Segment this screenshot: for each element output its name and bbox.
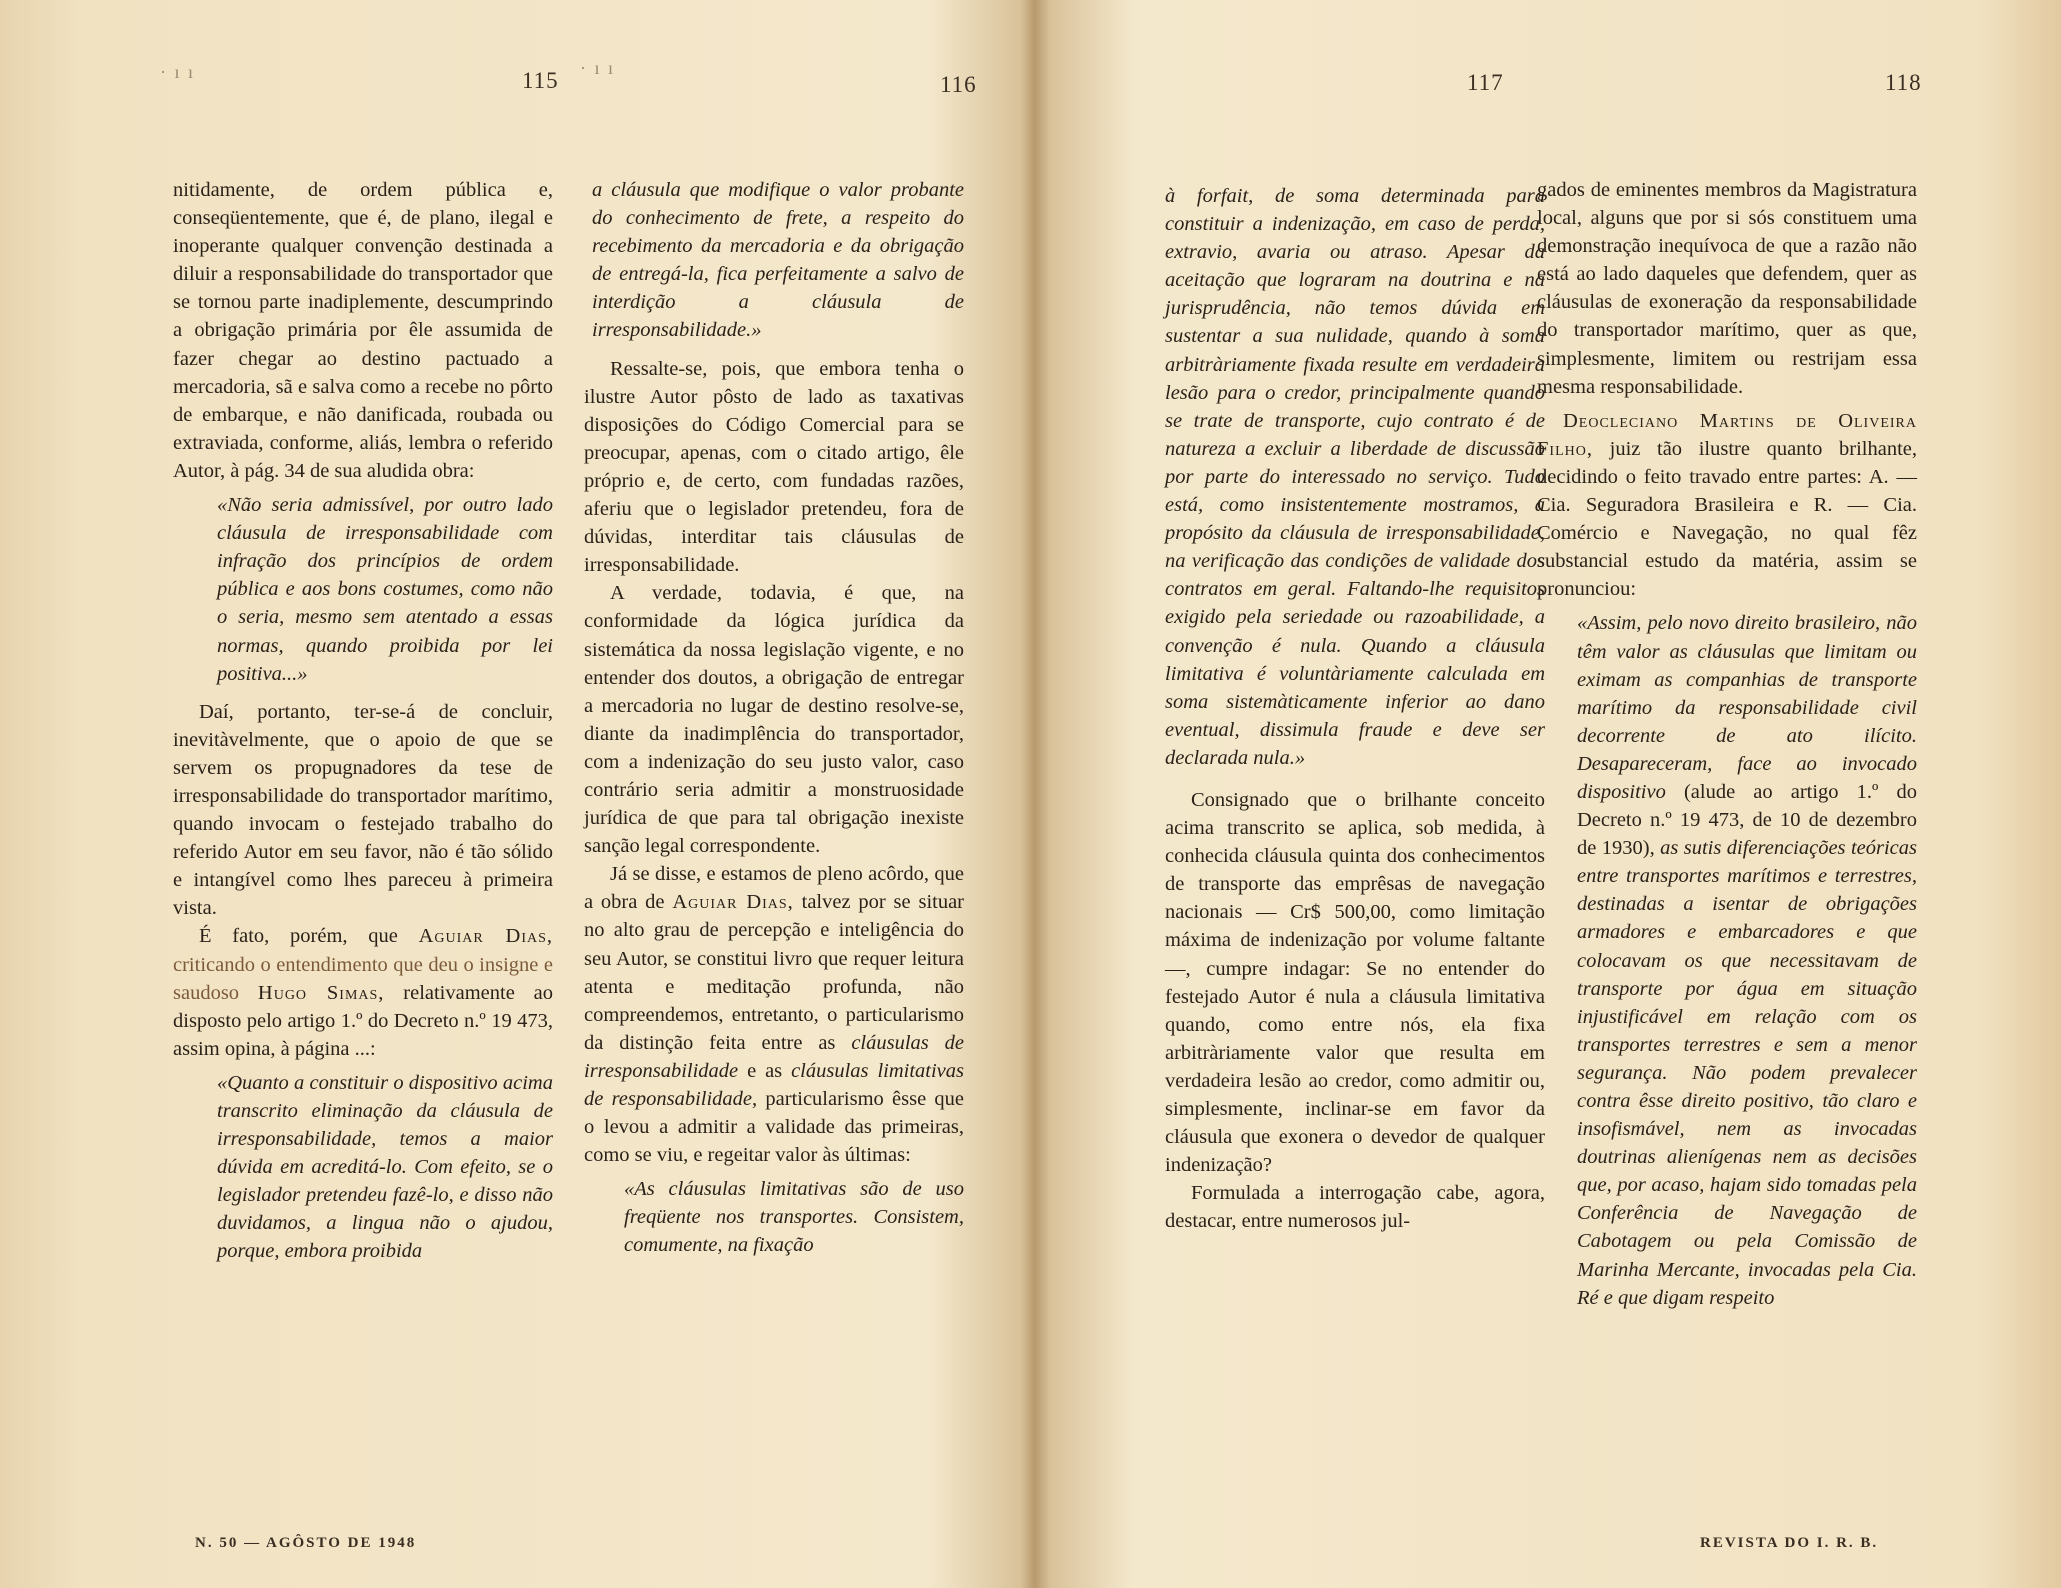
right-leaf [1035, 0, 2061, 1588]
text-run: relativamente ao disposto pelo artigo 1.º do Decreto n.º 19 473, assim opina, à página ...: [173, 981, 554, 1060]
page-115-column [173, 176, 553, 1276]
text-run: as sutis diferenciações teóricas entre transportes marítimos e terrestres, destinadas a isentar de obrigações armadores e embarcadores e que colocavam os que necessitavam de transporte por água em situação injustificável em relação com os transportes terrestres e sem a menor segurança. Não podem prevalecer contra êsse direito positivo, tão claro e insofismável, nem as invocadas doutrinas alienígenas nem as decisões que, por acaso, hajam sido tomadas pela Conferência de Navegação de Cabotagem ou pela Comissão de Marinha Mercante, invocadas pela Cia. Ré e que digam respeito [1577, 837, 1917, 1309]
editor-note: (alude ao artigo 1.º do Decreto n.º 19 473, de 10 de dezembro de 1930), [1577, 780, 1917, 860]
left-leaf [0, 0, 1030, 1588]
italic-term: cláusulas de irresponsabilidade [584, 1031, 965, 1082]
judge-name: Deocleciano Martins de Oliveira Filho, [1537, 409, 1917, 460]
body-paragraph [584, 860, 964, 1169]
page-number-118: 118 [1885, 70, 1922, 95]
text-run: Já se disse, e estamos de pleno acôrdo, que a obra de [584, 863, 964, 914]
text-run: juiz tão ilustre quanto brilhante, decidindo o feito travado entre partes: A. — Cia. Seguradora Brasileira e R. — Cia. Comércio e Navegação, no qual fêz substancial estudo da matéria, assim se pronunciou: [1537, 437, 1918, 601]
page-number-117: 117 [1467, 70, 1504, 95]
body-paragraph: A verdade, todavia, é que, na conformidade da lógica jurídica da sistemática da nossa legislação vigente, e no entender dos doutos, a obrigação de entregar a mercadoria no lugar de destino resolve-se, diante da inadimplência do transportador, com a indenização do seu justo valor, caso contrário seria admitir a monstruosidade jurídica de que para tal obrigação inexiste sanção legal correspondente. [584, 582, 964, 858]
body-paragraph: Daí, portanto, ter-se-á de concluir, inevitàvelmente, que o apoio de que se servem os propugnadores da tese de irresponsabilidade do transportador marítimo, quando invocam o festejado trabalho do referido Autor em seu favor, não é tão sólido e intangível como lhes pareceu à primeira vista. [173, 700, 553, 920]
page-116-column [584, 176, 964, 1270]
body-paragraph: nitidamente, de ordem pública e, conseqüentemente, que é, de plano, ilegal e inoperante qualquer convenção destinada a diluir a responsabilidade do transportador que se tornou parte inadiplemente, descumprindo a obrigação primária por êle assumida de fazer chegar ao destino pactuado a mercadoria, sã e salva como a recebe no pôrto de embarque, e não danificada, roubada ou extraviada, conforme, aliás, lembra o referido Autor, à pág. 34 de sua aludida obra: [173, 179, 553, 482]
italic-term: cláusulas limitativas de responsabilidade, [584, 1059, 964, 1110]
page-footer: N. 50 — AGÔSTO DE 1948 [195, 1535, 417, 1551]
text-run: talvez por se situar no alto grau de percepção e inteligência do seu Autor, se constitui livro que requer leitura atenta e meditação profunda, não compreendemos, entretanto, o particularismo da distinção feita entre as [584, 891, 965, 1054]
block-quote: à forfait, de soma determinada para constituir a indenização, em caso de perda, extravio, avaria ou atraso. Apesar da aceitação que lograram na doutrina e na jurisprudência, não temos dúvida em sustentar a sua nulidade, quando à soma arbitràriamente fixada resulte em verdadeira lesão para o credor, principalmente quando se trate de transporte, cujo contrato é de natureza a excluir a liberdade de discussão por parte do interessado no serviço. Tudo está, como insistentemente mostramos, a propósito da cláusula de irresponsabilidade, na verificação das condições de validade dos contratos em geral. Faltando-lhe requisitos exigido pela seriedade ou razoabilidade, a convenção é nula. Quando a cláusula limitativa é voluntàriamente calculada em soma sistemàticamente inferior ao dano eventual, dissimula fraude e deve ser declarada nula.» [1165, 185, 1545, 769]
page-footer: REVISTA DO I. R. B. [1700, 1535, 1879, 1551]
corner-marks: · ı ı [160, 62, 195, 82]
page-118-column [1537, 176, 1917, 1322]
body-paragraph: Consignado que o brilhante conceito acima transcrito se aplica, sob medida, à conhecida cláusula quinta dos conhecimentos de transporte das emprêsas de navegação nacionais — Cr$ 500,00, como limitação máxima de indenização por volume faltante —, cumpre indagar: Se no entender do festejado Autor é nula a cláusula limitativa quando, como entre nós, ela fixa arbitràriamente valor que resulta em verdadeira lesão ao credor, como admitir ou, simplesmente, inclinar-se em favor da cláusula que exonera o devedor de qualquer indenização? [1165, 788, 1545, 1177]
body-paragraph: gados de eminentes membros da Magistratura local, alguns que por si sós constituem uma demonstração inequívoca de que a razão não está ao lado daqueles que defendem, quer as cláusulas de exoneração da responsabilidade do transportador marítimo, quer as que, simplesmente, limitem ou restrijam essa mesma responsabilidade. [1537, 179, 1917, 398]
block-quote: «Quanto a constituir o dispositivo acima transcrito eliminação da cláusula de irresponsabilidade, temos a maior dúvida em acreditá-lo. Com efeito, se o legislador pretendeu fazê-lo, e disso não duvidamos, a lingua não o ajudou, porque, embora proibida [217, 1071, 553, 1263]
block-quote: «As cláusulas limitativas são de uso freqüente nos transportes. Consistem, comumente, na fixação [624, 1178, 964, 1257]
body-paragraph: Formulada a interrogação cabe, agora, destacar, entre numerosos jul- [1165, 1182, 1545, 1233]
body-paragraph: Ressalte-se, pois, que embora tenha o ilustre Autor pôsto de lado as taxativas disposições do Código Comercial para se preocupar, apenas, com o citado artigo, êle próprio e, de certo, com fundadas razões, aferiu que o legislador pretendeu, fora de dúvidas, interditar tais cláusulas de irresponsabilidade. [584, 357, 964, 577]
text-run: «Assim, pelo novo direito brasileiro, não têm valor as cláusulas que limitam ou eximam as companhias de transporte marítimo da responsabilidade civil decorrente de ato ilícito. Desapareceram, face ao invocado dispositivo [1577, 612, 1917, 803]
body-paragraph [1537, 407, 1917, 604]
block-quote: a cláusula que modifique o valor probante do conhecimento de frete, a respeito do recebimento da mercadoria e da obrigação de entregá-la, fica perfeitamente a salvo de interdição a cláusula de irresponsabilidade.» [592, 179, 964, 342]
text-run: particularismo êsse que o levou a admitir a validade das primeiras, como se viu, e regeitar valor às últimas: [584, 1088, 964, 1167]
body-paragraph [173, 922, 553, 1062]
corner-marks: · ı ı [580, 58, 615, 78]
block-quote: «Não seria admissível, por outro lado cláusula de irresponsabilidade com infração dos princípios de ordem pública e aos bons costumes, como não o seria, mesmo sem atentado a essas normas, quando proibida por lei positiva...» [217, 494, 553, 685]
text-run: e as [747, 1059, 783, 1082]
author-name: Aguiar Dias, [418, 925, 553, 948]
block-quote [1577, 609, 1917, 1311]
page-number-116: 116 [940, 72, 977, 97]
text-run: criticando o entendimento que deu o insigne e saudoso [173, 953, 553, 1004]
page-number-115: 115 [522, 68, 559, 93]
text-run: É fato, porém, que [199, 925, 398, 948]
author-name: Hugo Simas, [257, 981, 385, 1004]
page-117-column [1165, 176, 1545, 1235]
author-name: Aguiar Dias, [672, 891, 794, 914]
